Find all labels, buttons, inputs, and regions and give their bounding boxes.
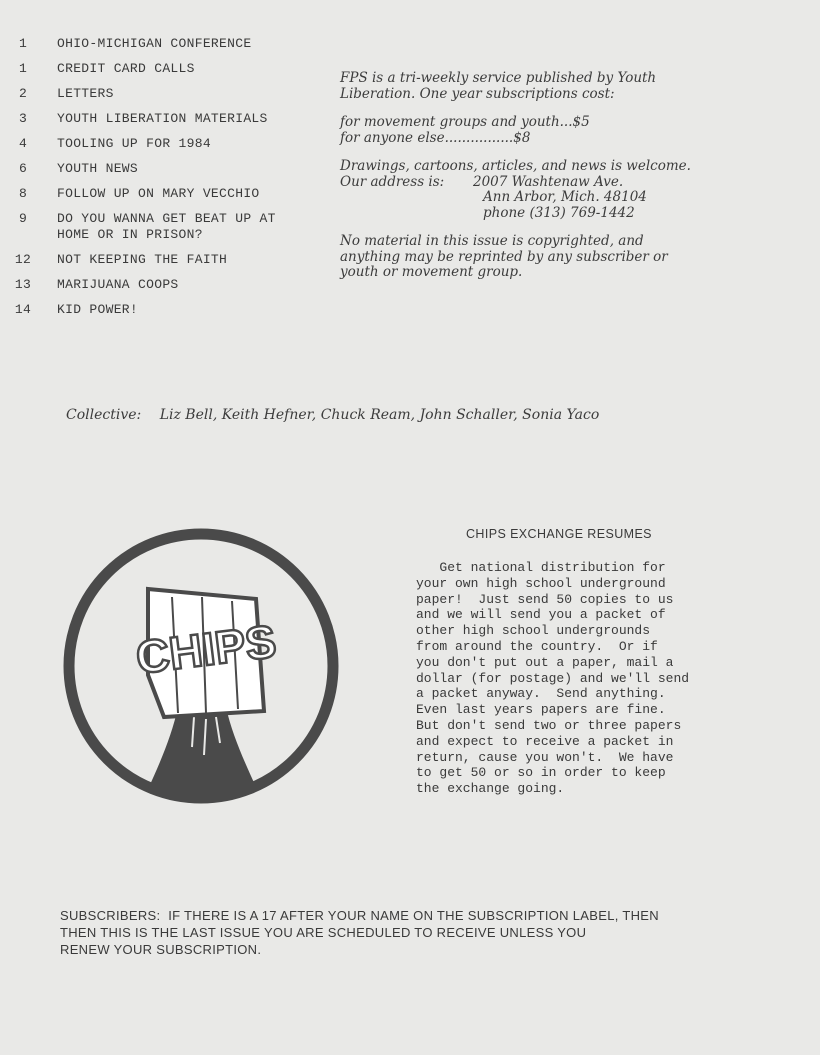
toc-item[interactable] [0,252,320,268]
chips-line: to get 50 or so in order to keep [416,765,666,781]
notice-line: THEN THIS IS THE LAST ISSUE YOU ARE SCHEDULED TO RECEIVE UNLESS YOU [60,925,587,940]
intro-line: FPS is a tri-weekly service published by Youth [340,70,657,86]
chips-line: dollar (for postage) and we'll send [416,670,690,686]
copyright-line: anything may be reprinted by any subscriber or [340,248,668,265]
chips-line: the exchange going. [416,781,565,797]
toc-page-number: 12 [14,252,32,267]
chips-line: Even last years papers are fine. [416,702,666,718]
price-line: for anyone else................$8 [340,129,531,146]
chips-line: from around the country. Or if [416,638,658,654]
toc-item[interactable] [0,111,320,127]
address-city: Ann Arbor, Mich. 48104 [483,189,647,205]
chips-line: and expect to receive a packet in [416,733,674,749]
welcome-line: Drawings, cartoons, articles, and news is welcome. [340,158,691,174]
raised-fist-icon [60,525,342,807]
toc-page-number: 4 [18,136,28,151]
chips-line: a packet anyway. Send anything. [416,686,666,702]
collective-names: Liz Bell, Keith Hefner, Chuck Ream, John Schaller, Sonia Yaco [159,407,600,423]
chips-line: paper! Just send 50 copies to us [416,591,674,607]
copyright-paragraph [340,234,800,281]
toc-title: LETTERS [57,86,114,101]
chips-logo [60,525,342,807]
contact-paragraph [340,159,800,221]
toc-title: OHIO-MICHIGAN CONFERENCE [57,36,252,51]
toc-title: YOUTH LIBERATION MATERIALS [57,111,268,126]
chips-exchange-title: CHIPS EXCHANGE RESUMES [466,527,652,541]
toc-title: YOUTH NEWS [57,161,139,176]
price-line: for movement groups and youth...$5 [340,114,590,130]
toc-item[interactable] [0,36,320,52]
intro-paragraph [340,71,800,102]
collective-credits [66,407,599,423]
notice-line: RENEW YOUR SUBSCRIPTION. [60,942,262,957]
toc-page-number: 3 [18,111,28,126]
toc-item[interactable] [0,61,320,77]
toc-page-number: 14 [14,302,32,317]
subscribers-notice [60,907,760,958]
address-street: 2007 Washtenaw Ave. [473,173,624,190]
chips-line: your own high school underground [416,575,666,591]
chips-line: and we will send you a packet of [416,607,666,623]
chips-line: But don't send two or three papers [416,717,682,733]
toc-title: CREDIT CARD CALLS [57,61,195,76]
toc-title: NOT KEEPING THE FAITH [57,252,228,267]
collective-label: Collective: [66,407,142,423]
toc-page-number: 2 [18,86,28,101]
toc-item[interactable] [0,136,320,152]
toc-page-number: 13 [14,277,32,292]
toc-item[interactable] [0,161,320,177]
toc-item[interactable] [0,211,320,243]
toc-page-number: 1 [18,61,28,76]
toc-title: MARIJUANA COOPS [57,277,179,292]
toc-page-number: 9 [18,211,28,226]
publication-info [340,71,800,294]
toc-item[interactable] [0,277,320,293]
toc-title: TOOLING UP FOR 1984 [57,136,211,151]
toc-title: DO YOU WANNA GET BEAT UP AT HOME OR IN PRISON? [57,211,276,242]
intro-line: Liberation. One year subscriptions cost: [340,85,615,102]
chips-line: you don't put out a paper, mail a [416,654,674,670]
table-of-contents [0,36,320,327]
price-list [340,115,800,146]
chips-line: Get national distribution for [416,560,666,575]
toc-page-number: 1 [18,36,28,51]
toc-item[interactable] [0,86,320,102]
address-phone: phone (313) 769-1442 [483,204,635,221]
copyright-line: youth or movement group. [340,264,523,280]
address-block [340,175,800,222]
address-label: Our address is: [340,173,445,190]
notice-line: SUBSCRIBERS: IF THERE IS A 17 AFTER YOUR NAME ON THE SUBSCRIPTION LABEL, THEN [60,908,659,923]
logo-text: CHIPS [133,614,279,684]
chips-exchange-body [416,560,746,797]
chips-line: return, cause you won't. We have [416,749,674,765]
toc-page-number: 8 [18,186,28,201]
toc-item[interactable] [0,186,320,202]
toc-page-number: 6 [18,161,28,176]
copyright-line: No material in this issue is copyrighted, and [340,233,644,249]
toc-title: KID POWER! [57,302,139,317]
toc-title: FOLLOW UP ON MARY VECCHIO [57,186,260,201]
toc-item[interactable] [0,302,320,318]
chips-line: other high school undergrounds [416,623,651,639]
